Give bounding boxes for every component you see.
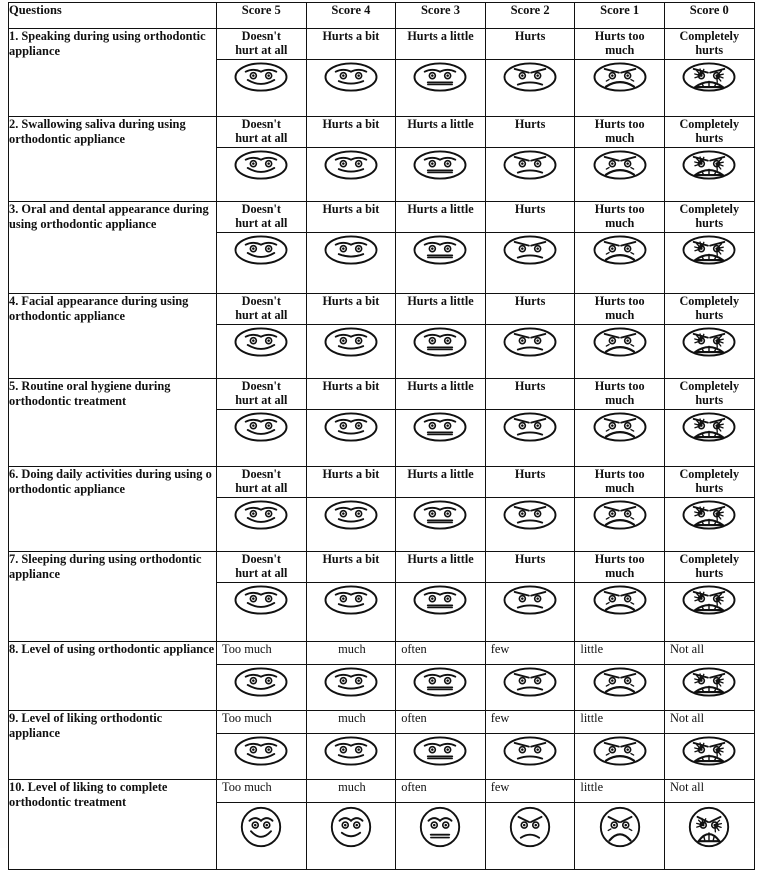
frowning-face-icon-q9[interactable]: [575, 734, 665, 780]
neutral-face-icon-q5[interactable]: [396, 410, 486, 467]
answer-label-q7-score1[interactable]: Hurts too much: [575, 552, 665, 583]
answer-label-q5-score5[interactable]: Doesn't hurt at all: [217, 379, 307, 410]
crying-face-icon-q4[interactable]: [664, 325, 754, 379]
answer-label-q6-score3[interactable]: Hurts a little: [396, 467, 486, 498]
crying-face-icon-q7[interactable]: [664, 583, 754, 642]
answer-label-q4-score4[interactable]: Hurts a bit: [306, 294, 396, 325]
question-number-9: 9.: [9, 711, 19, 725]
question-cell-3: [9, 202, 217, 294]
header-score-3: Score 3: [396, 3, 486, 29]
frowning-face-icon-q5[interactable]: [575, 410, 665, 467]
slightly-smiling-face-icon-q2[interactable]: [306, 148, 396, 202]
question-number-3: 3.: [9, 202, 19, 216]
smiling-face-icon-q3[interactable]: [217, 233, 307, 294]
question-text-4: Facial appearance during using orthodontic appliance: [9, 294, 189, 323]
answer-label-q4-score3[interactable]: Hurts a little: [396, 294, 486, 325]
question-text-9: Level of liking orthodontic appliance: [9, 711, 163, 740]
frowning-face-icon-q3[interactable]: [575, 233, 665, 294]
slightly-smiling-face-icon-q3[interactable]: [306, 233, 396, 294]
answer-label-q2-score4[interactable]: Hurts a bit: [306, 117, 396, 148]
question-number-1: 1.: [9, 29, 19, 43]
question-cell-5: [9, 379, 217, 467]
question-cell-10: [9, 780, 217, 870]
answer-label-q9-score5[interactable]: Too much: [217, 711, 307, 734]
answer-label-q8-score4[interactable]: much: [306, 642, 396, 665]
smiling-face-icon-q4[interactable]: [217, 325, 307, 379]
answer-label-q6-score5[interactable]: Doesn't hurt at all: [217, 467, 307, 498]
answer-label-q1-score1[interactable]: Hurts too much: [575, 29, 665, 60]
header-score-1: Score 1: [575, 3, 665, 29]
question-number-5: 5.: [9, 379, 19, 393]
answer-label-q8-score3[interactable]: often: [396, 642, 486, 665]
smiling-face-icon-q1[interactable]: [217, 60, 307, 117]
answer-label-q10-score0[interactable]: Not all: [664, 780, 754, 803]
frowning-face-icon-q8[interactable]: [575, 665, 665, 711]
answer-label-q8-score0[interactable]: Not all: [664, 642, 754, 665]
question-row-8-labels: [9, 642, 755, 665]
question-row-5-labels: [9, 379, 755, 410]
answer-label-q8-score5[interactable]: Too much: [217, 642, 307, 665]
question-text-2: Swallowing saliva during using orthodontic appliance: [9, 117, 186, 146]
question-text-3: Oral and dental appearance during using orthodontic appliance: [9, 202, 209, 231]
answer-label-q1-score0[interactable]: Completely hurts: [664, 29, 754, 60]
answer-label-q10-score4[interactable]: much: [306, 780, 396, 803]
answer-label-q7-score4[interactable]: Hurts a bit: [306, 552, 396, 583]
slightly-smiling-face-icon-q5[interactable]: [306, 410, 396, 467]
answer-label-q1-score3[interactable]: Hurts a little: [396, 29, 486, 60]
neutral-face-icon-q7[interactable]: [396, 583, 486, 642]
answer-label-q1-score2[interactable]: Hurts: [485, 29, 575, 60]
frowning-face-icon-q6[interactable]: [575, 498, 665, 552]
question-cell-6: [9, 467, 217, 552]
question-row-2-labels: [9, 117, 755, 148]
answer-label-q6-score0[interactable]: Completely hurts: [664, 467, 754, 498]
answer-label-q9-score2[interactable]: few: [485, 711, 575, 734]
answer-label-q10-score1[interactable]: little: [575, 780, 665, 803]
neutral-face-icon-q1[interactable]: [396, 60, 486, 117]
slightly-smiling-face-icon-q10[interactable]: [306, 803, 396, 870]
header-score-0: Score 0: [664, 3, 754, 29]
question-number-6: 6.: [9, 467, 19, 481]
header-questions: Questions: [9, 3, 217, 29]
question-text-1: Speaking during using orthodontic appliance: [9, 29, 206, 58]
answer-label-q4-score2[interactable]: Hurts: [485, 294, 575, 325]
slightly-frowning-face-icon-q5[interactable]: [485, 410, 575, 467]
question-text-10: Level of liking to complete orthodontic treatment: [9, 780, 168, 809]
slightly-smiling-face-icon-q9[interactable]: [306, 734, 396, 780]
question-number-10: 10.: [9, 780, 25, 794]
table-header-row: [9, 3, 755, 29]
question-number-4: 4.: [9, 294, 19, 308]
answer-label-q1-score5[interactable]: Doesn't hurt at all: [217, 29, 307, 60]
answer-label-q2-score3[interactable]: Hurts a little: [396, 117, 486, 148]
question-number-2: 2.: [9, 117, 19, 131]
pain-scale-questionnaire-table: [8, 2, 755, 870]
frowning-face-icon-q1[interactable]: [575, 60, 665, 117]
answer-label-q5-score2[interactable]: Hurts: [485, 379, 575, 410]
answer-label-q3-score0[interactable]: Completely hurts: [664, 202, 754, 233]
answer-label-q3-score2[interactable]: Hurts: [485, 202, 575, 233]
slightly-smiling-face-icon-q1[interactable]: [306, 60, 396, 117]
slightly-smiling-face-icon-q7[interactable]: [306, 583, 396, 642]
answer-label-q7-score3[interactable]: Hurts a little: [396, 552, 486, 583]
smiling-face-icon-q9[interactable]: [217, 734, 307, 780]
answer-label-q3-score1[interactable]: Hurts too much: [575, 202, 665, 233]
crying-face-icon-q6[interactable]: [664, 498, 754, 552]
neutral-face-icon-q10[interactable]: [396, 803, 486, 870]
answer-label-q10-score2[interactable]: few: [485, 780, 575, 803]
slightly-frowning-face-icon-q7[interactable]: [485, 583, 575, 642]
answer-label-q3-score5[interactable]: Doesn't hurt at all: [217, 202, 307, 233]
slightly-smiling-face-icon-q6[interactable]: [306, 498, 396, 552]
frowning-face-icon-q10[interactable]: [575, 803, 665, 870]
smiling-face-icon-q6[interactable]: [217, 498, 307, 552]
smiling-face-icon-q2[interactable]: [217, 148, 307, 202]
slightly-frowning-face-icon-q9[interactable]: [485, 734, 575, 780]
question-number-8: 8.: [9, 642, 19, 656]
header-score-5: Score 5: [217, 3, 307, 29]
answer-label-q10-score3[interactable]: often: [396, 780, 486, 803]
answer-label-q6-score2[interactable]: Hurts: [485, 467, 575, 498]
answer-label-q10-score5[interactable]: Too much: [217, 780, 307, 803]
answer-label-q2-score0[interactable]: Completely hurts: [664, 117, 754, 148]
answer-label-q3-score4[interactable]: Hurts a bit: [306, 202, 396, 233]
answer-label-q9-score1[interactable]: little: [575, 711, 665, 734]
smiling-face-icon-q5[interactable]: [217, 410, 307, 467]
slightly-frowning-face-icon-q2[interactable]: [485, 148, 575, 202]
answer-label-q1-score4[interactable]: Hurts a bit: [306, 29, 396, 60]
question-row-6-labels: [9, 467, 755, 498]
answer-label-q5-score4[interactable]: Hurts a bit: [306, 379, 396, 410]
answer-label-q2-score2[interactable]: Hurts: [485, 117, 575, 148]
question-cell-7: [9, 552, 217, 642]
question-cell-1: [9, 29, 217, 117]
header-score-2: Score 2: [485, 3, 575, 29]
crying-face-icon-q1[interactable]: [664, 60, 754, 117]
slightly-frowning-face-icon-q8[interactable]: [485, 665, 575, 711]
answer-label-q5-score3[interactable]: Hurts a little: [396, 379, 486, 410]
slightly-frowning-face-icon-q4[interactable]: [485, 325, 575, 379]
neutral-face-icon-q3[interactable]: [396, 233, 486, 294]
crying-face-icon-q10[interactable]: [664, 803, 754, 870]
question-text-7: Sleeping during using orthodontic appliance: [9, 552, 202, 581]
slightly-frowning-face-icon-q3[interactable]: [485, 233, 575, 294]
slightly-frowning-face-icon-q10[interactable]: [485, 803, 575, 870]
question-cell-9: [9, 711, 217, 780]
question-text-8: Level of using orthodontic appliance: [21, 642, 215, 656]
answer-label-q6-score1[interactable]: Hurts too much: [575, 467, 665, 498]
answer-label-q7-score0[interactable]: Completely hurts: [664, 552, 754, 583]
answer-label-q4-score1[interactable]: Hurts too much: [575, 294, 665, 325]
answer-label-q9-score4[interactable]: much: [306, 711, 396, 734]
answer-label-q7-score2[interactable]: Hurts: [485, 552, 575, 583]
answer-label-q8-score2[interactable]: few: [485, 642, 575, 665]
answer-label-q7-score5[interactable]: Doesn't hurt at all: [217, 552, 307, 583]
smiling-face-icon-q8[interactable]: [217, 665, 307, 711]
crying-face-icon-q5[interactable]: [664, 410, 754, 467]
question-cell-2: [9, 117, 217, 202]
crying-face-icon-q8[interactable]: [664, 665, 754, 711]
crying-face-icon-q3[interactable]: [664, 233, 754, 294]
question-text-6: Doing daily activities during using o orthodontic appliance: [9, 467, 212, 496]
smiling-face-icon-q10[interactable]: [217, 803, 307, 870]
answer-label-q2-score5[interactable]: Doesn't hurt at all: [217, 117, 307, 148]
question-row-3-labels: [9, 202, 755, 233]
neutral-face-icon-q2[interactable]: [396, 148, 486, 202]
question-row-4-labels: [9, 294, 755, 325]
neutral-face-icon-q6[interactable]: [396, 498, 486, 552]
question-cell-8: [9, 642, 217, 711]
crying-face-icon-q9[interactable]: [664, 734, 754, 780]
slightly-frowning-face-icon-q1[interactable]: [485, 60, 575, 117]
question-row-9-labels: [9, 711, 755, 734]
smiling-face-icon-q7[interactable]: [217, 583, 307, 642]
table-body: [9, 3, 755, 870]
answer-label-q8-score1[interactable]: little: [575, 642, 665, 665]
answer-label-q2-score1[interactable]: Hurts too much: [575, 117, 665, 148]
header-score-4: Score 4: [306, 3, 396, 29]
answer-label-q4-score5[interactable]: Doesn't hurt at all: [217, 294, 307, 325]
neutral-face-icon-q4[interactable]: [396, 325, 486, 379]
answer-label-q9-score0[interactable]: Not all: [664, 711, 754, 734]
question-row-7-labels: [9, 552, 755, 583]
answer-label-q6-score4[interactable]: Hurts a bit: [306, 467, 396, 498]
answer-label-q9-score3[interactable]: often: [396, 711, 486, 734]
question-cell-4: [9, 294, 217, 379]
frowning-face-icon-q2[interactable]: [575, 148, 665, 202]
answer-label-q5-score0[interactable]: Completely hurts: [664, 379, 754, 410]
answer-label-q3-score3[interactable]: Hurts a little: [396, 202, 486, 233]
question-row-10-labels: [9, 780, 755, 803]
neutral-face-icon-q8[interactable]: [396, 665, 486, 711]
frowning-face-icon-q7[interactable]: [575, 583, 665, 642]
question-row-1-labels: [9, 29, 755, 60]
neutral-face-icon-q9[interactable]: [396, 734, 486, 780]
slightly-frowning-face-icon-q6[interactable]: [485, 498, 575, 552]
crying-face-icon-q2[interactable]: [664, 148, 754, 202]
frowning-face-icon-q4[interactable]: [575, 325, 665, 379]
question-number-7: 7.: [9, 552, 19, 566]
slightly-smiling-face-icon-q8[interactable]: [306, 665, 396, 711]
slightly-smiling-face-icon-q4[interactable]: [306, 325, 396, 379]
answer-label-q4-score0[interactable]: Completely hurts: [664, 294, 754, 325]
answer-label-q5-score1[interactable]: Hurts too much: [575, 379, 665, 410]
question-text-5: Routine oral hygiene during orthodontic treatment: [9, 379, 171, 408]
